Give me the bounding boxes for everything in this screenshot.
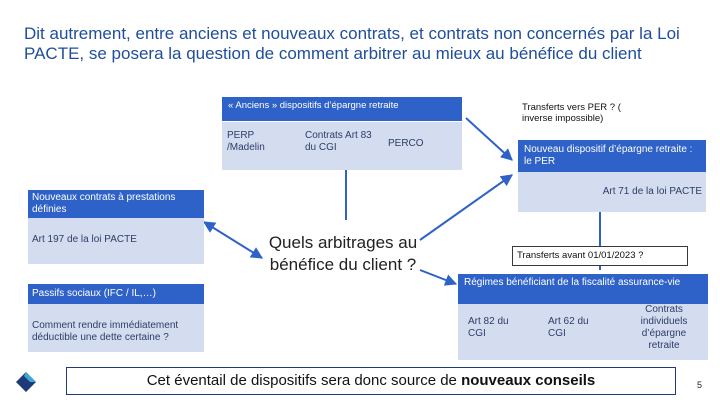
arrow-center-to-per <box>420 175 512 240</box>
anciens-box <box>222 122 462 170</box>
transferts-per-label: Transferts vers PER ? ( inverse impossible) <box>518 100 646 128</box>
art197-box: Art 197 de la loi PACTE <box>28 218 204 264</box>
arrow-center-to-regimes <box>420 270 456 284</box>
art82-label: Art 82 du CGI <box>468 316 509 339</box>
comment-box: Comment rendre immédiatement déductible une dette certaine ? <box>28 304 204 352</box>
per-box: Nouveau dispositif d’épargne retraite : le PER <box>518 140 706 172</box>
arrow-contrats-to-center <box>204 222 262 258</box>
anciens-header: « Anciens » dispositifs d’épargne retraite <box>222 97 462 121</box>
nouveaux-contrats-header: Nouveaux contrats à prestations définies <box>28 190 204 218</box>
footer-text: Cet éventail de dispositifs sera donc source de <box>146 372 462 389</box>
center-question: Quels arbitrages au bénéfice du client ? <box>268 233 418 274</box>
perp-label: PERP /Madelin <box>227 130 265 153</box>
footer-bold-text: nouveaux conseils <box>461 372 596 389</box>
art71-box: Art 71 de la loi PACTE <box>518 172 706 212</box>
passifs-header: Passifs sociaux (IFC / IL,…) <box>28 284 204 304</box>
diamond-logo-icon <box>12 368 42 396</box>
footer-banner <box>66 367 676 395</box>
art83-label: Contrats Art 83 du CGI <box>305 130 372 153</box>
page-title: Dit autrement, entre anciens et nouveaux contrats, et contrats non concernés par la Loi PACTE, se posera la question de comment arbitrer au mieux au bénéfice du client <box>24 24 680 63</box>
art62-label: Art 62 du CGI <box>548 316 589 339</box>
contrats-individuels-label: Contrats individuels d’épargne retraite <box>640 304 688 351</box>
regimes-header: Régimes bénéficiant de la fiscalité assurance-vie <box>458 274 708 304</box>
arrow-anciens-to-per <box>466 118 512 160</box>
transferts-2023-label: Transferts avant 01/01/2023 ? <box>512 246 688 266</box>
regimes-box <box>458 304 708 360</box>
page-number: 5 <box>697 380 703 390</box>
perco-label: PERCO <box>388 138 424 149</box>
